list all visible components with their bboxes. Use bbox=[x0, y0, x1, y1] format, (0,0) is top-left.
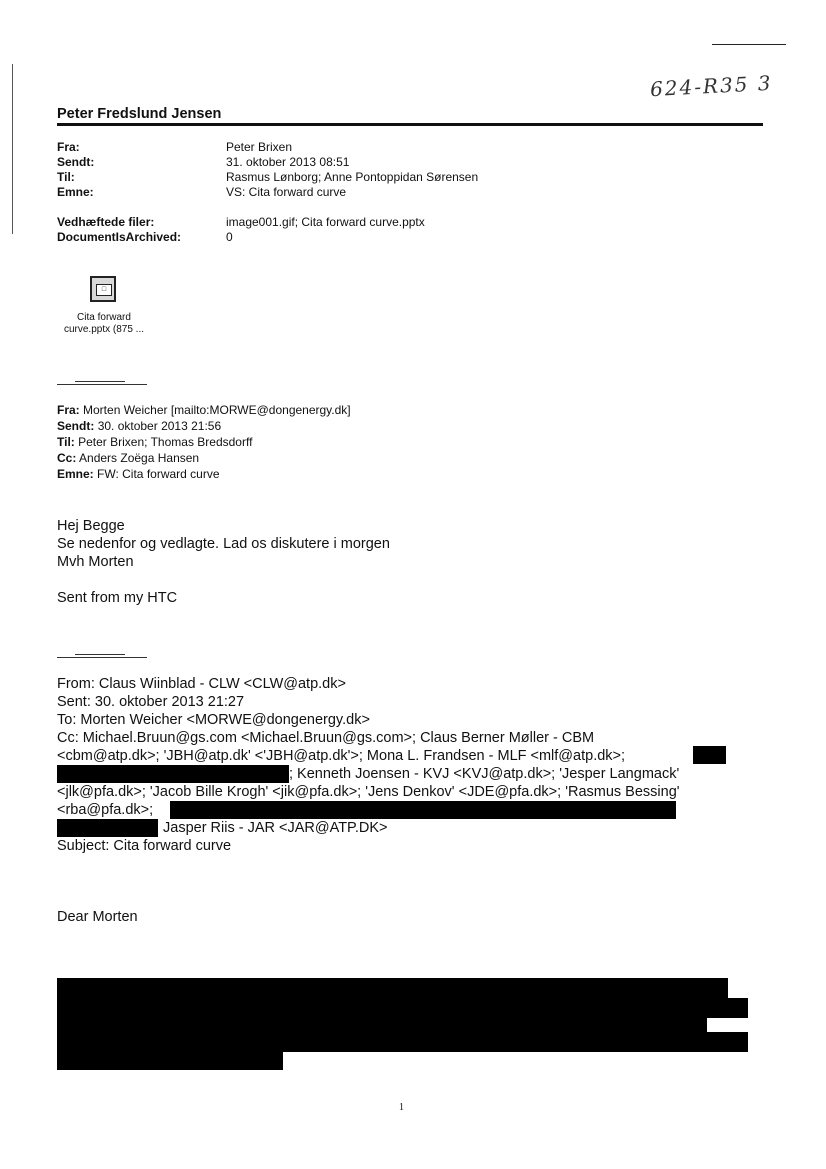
fwd1-from bbox=[57, 402, 351, 418]
attachment-caption-line1: Cita forward bbox=[77, 312, 131, 323]
fwd1-cc bbox=[57, 450, 199, 466]
powerpoint-file-icon[interactable]: □ bbox=[90, 276, 116, 302]
separator bbox=[57, 384, 147, 385]
fwd2-from: From: Claus Wiinblad - CLW <CLW@atp.dk> bbox=[57, 676, 346, 692]
message1-line3: Mvh Morten bbox=[57, 554, 134, 570]
meta-to-label: Til: bbox=[57, 170, 75, 184]
fwd1-cc-value: Anders Zoëga Hansen bbox=[79, 451, 200, 465]
redaction-bar bbox=[693, 746, 726, 764]
fwd1-from-label: Fra: bbox=[57, 403, 80, 417]
scan-margin-line bbox=[12, 64, 13, 234]
fwd1-from-value: Morten Weicher [mailto:MORWE@dongenergy.dk] bbox=[83, 403, 351, 417]
meta-from-label: Fra: bbox=[57, 140, 80, 154]
fwd2-subject: Subject: Cita forward curve bbox=[57, 838, 232, 854]
fwd2-cc-line6: Jasper Riis - JAR <JAR@ATP.DK> bbox=[163, 820, 388, 836]
redaction-block bbox=[57, 978, 728, 1000]
header-divider bbox=[57, 123, 763, 126]
fwd2-to: To: Morten Weicher <MORWE@dongenergy.dk> bbox=[57, 712, 370, 728]
meta-subject-value: VS: Cita forward curve bbox=[226, 185, 347, 199]
meta-to-value: Rasmus Lønborg; Anne Pontoppidan Sørensen bbox=[226, 170, 479, 184]
meta-sent-value: 31. oktober 2013 08:51 bbox=[226, 155, 350, 169]
message1-signature: Sent from my HTC bbox=[57, 590, 178, 606]
redaction-bar bbox=[57, 819, 158, 837]
page-number: 1 bbox=[399, 1102, 404, 1113]
meta-subject-label: Emne: bbox=[57, 185, 94, 199]
fwd1-subject-value: FW: Cita forward curve bbox=[97, 467, 220, 481]
fwd2-cc-line5: <rba@pfa.dk>; bbox=[57, 802, 154, 818]
fwd1-subject bbox=[57, 466, 220, 482]
redaction-block bbox=[57, 1050, 283, 1070]
fwd1-cc-label: Cc: bbox=[57, 451, 77, 465]
handwritten-reference: 624-R35 3 bbox=[649, 70, 774, 102]
redaction-bar bbox=[57, 765, 289, 783]
meta-attachments-value: image001.gif; Cita forward curve.pptx bbox=[226, 215, 425, 229]
separator-accent bbox=[75, 381, 125, 382]
fwd1-sent-value: 30. oktober 2013 21:56 bbox=[97, 419, 222, 433]
redaction-bar bbox=[170, 801, 676, 819]
attachment-caption-line2: curve.pptx (875 ... bbox=[63, 324, 145, 335]
fwd2-cc-line1: Cc: Michael.Bruun@gs.com <Michael.Bruun@gs.com>; Claus Berner Møller - CBM bbox=[57, 730, 595, 746]
meta-archived-label: DocumentIsArchived: bbox=[57, 230, 182, 244]
separator-accent bbox=[75, 654, 125, 655]
fwd1-sent bbox=[57, 418, 221, 434]
redaction-block bbox=[57, 1032, 748, 1052]
fwd2-cc-line2: <cbm@atp.dk>; 'JBH@atp.dk' <'JBH@atp.dk'>; Mona L. Frandsen - MLF <mlf@atp.dk>; bbox=[57, 748, 626, 764]
meta-attachments-label: Vedhæftede filer: bbox=[57, 215, 155, 229]
mailbox-owner-name: Peter Fredslund Jensen bbox=[57, 106, 222, 122]
fwd1-sent-label: Sendt: bbox=[57, 419, 95, 433]
fwd2-cc-line3: ; Kenneth Joensen - KVJ <KVJ@atp.dk>; 'Jesper Langmack' bbox=[289, 766, 680, 782]
meta-from-value: Peter Brixen bbox=[226, 140, 293, 154]
fwd1-subject-label: Emne: bbox=[57, 467, 94, 481]
fwd1-to bbox=[57, 434, 252, 450]
attachment-caption[interactable] bbox=[48, 312, 160, 336]
separator bbox=[57, 657, 147, 658]
meta-archived-value: 0 bbox=[226, 230, 233, 244]
message1-line2: Se nedenfor og vedlagte. Lad os diskutere i morgen bbox=[57, 536, 390, 552]
redaction-block bbox=[57, 998, 748, 1018]
meta-sent-label: Sendt: bbox=[57, 155, 95, 169]
fwd1-to-value: Peter Brixen; Thomas Bredsdorff bbox=[78, 435, 253, 449]
fwd1-to-label: Til: bbox=[57, 435, 75, 449]
fwd2-sent: Sent: 30. oktober 2013 21:27 bbox=[57, 694, 245, 710]
greeting: Dear Morten bbox=[57, 909, 138, 925]
message1-line1: Hej Begge bbox=[57, 518, 125, 534]
scan-artifact-line bbox=[712, 44, 786, 45]
fwd2-cc-line4: <jlk@pfa.dk>; 'Jacob Bille Krogh' <jik@pfa.dk>; 'Jens Denkov' <JDE@pfa.dk>; 'Rasmus Bessing' bbox=[57, 784, 680, 800]
